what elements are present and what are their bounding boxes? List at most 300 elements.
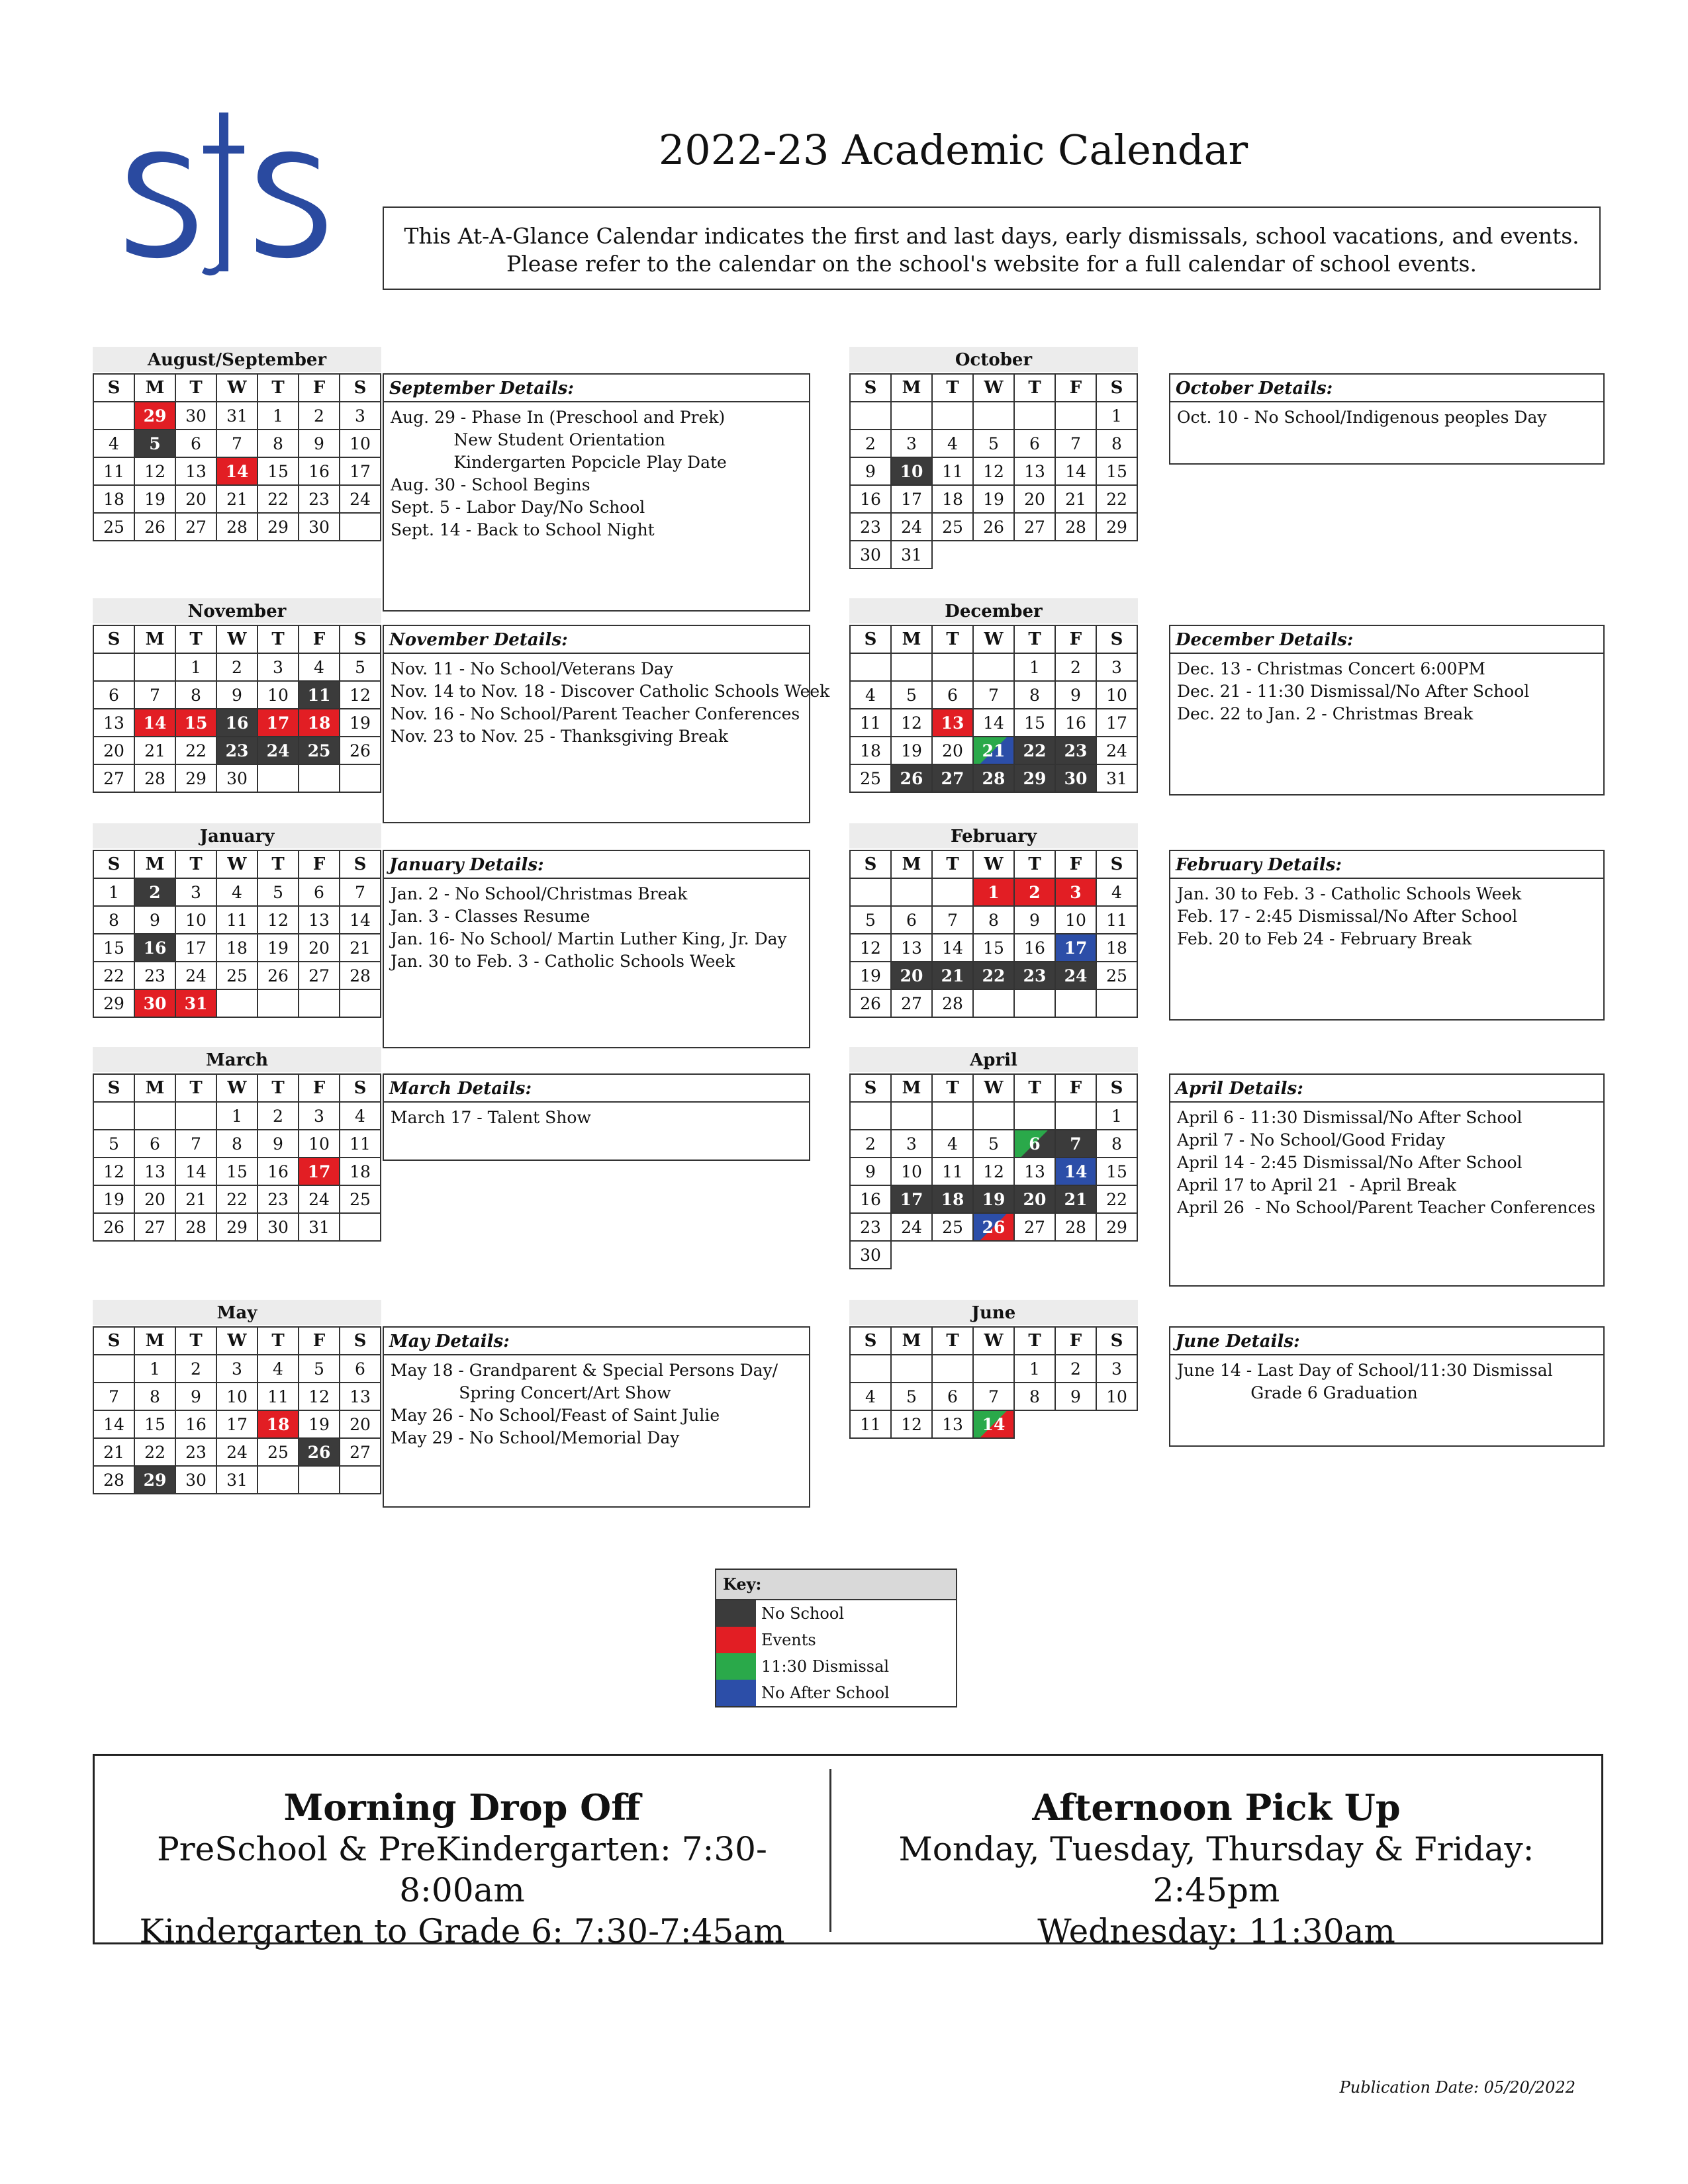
day-cell: 26 <box>973 513 1014 541</box>
day-cell: 20 <box>134 1185 175 1213</box>
day-cell: 3 <box>891 430 932 457</box>
month-details <box>383 1073 810 1161</box>
day-cell: 19 <box>134 485 175 513</box>
day-cell: 2 <box>1055 1355 1096 1383</box>
day-cell <box>1014 402 1055 430</box>
day-cell <box>891 1241 932 1269</box>
day-cell: 10 <box>891 457 932 485</box>
key-label: No School <box>761 1604 844 1623</box>
weekday-header: S <box>340 1327 381 1355</box>
day-cell: 12 <box>340 681 381 709</box>
day-cell: 17 <box>299 1158 340 1185</box>
details-line: Nov. 11 - No School/Veterans Day <box>391 659 673 678</box>
day-cell: 19 <box>850 962 891 989</box>
day-cell: 8 <box>134 1383 175 1410</box>
page-title: 2022-23 Academic Calendar <box>658 126 1248 174</box>
day-cell: 13 <box>175 457 216 485</box>
day-cell: 1 <box>1014 653 1055 681</box>
day-cell: 1 <box>973 878 1014 906</box>
details-line: Jan. 3 - Classes Resume <box>391 907 590 926</box>
day-cell: 24 <box>1096 737 1137 764</box>
day-cell: 15 <box>175 709 216 737</box>
day-cell <box>973 1355 1014 1383</box>
day-cell: 12 <box>93 1158 134 1185</box>
day-cell: 22 <box>1096 485 1137 513</box>
day-cell: 26 <box>891 764 932 792</box>
day-cell: 8 <box>1014 1383 1055 1410</box>
month-details <box>383 1326 810 1508</box>
day-cell <box>340 1466 381 1494</box>
day-cell: 7 <box>1055 430 1096 457</box>
day-cell: 9 <box>1055 681 1096 709</box>
day-cell: 10 <box>175 906 216 934</box>
day-cell: 16 <box>1014 934 1055 962</box>
day-cell <box>1096 1241 1137 1269</box>
key-label: Events <box>761 1631 816 1649</box>
details-line: April 26 - No School/Parent Teacher Conferences <box>1177 1198 1596 1217</box>
day-cell: 7 <box>175 1130 216 1158</box>
day-cell: 7 <box>973 681 1014 709</box>
weekday-header: T <box>932 1074 973 1102</box>
weekday-header: W <box>216 625 258 653</box>
weekday-header: S <box>850 1327 891 1355</box>
weekday-header: W <box>216 850 258 878</box>
day-cell <box>932 1241 973 1269</box>
day-cell: 9 <box>1055 1383 1096 1410</box>
day-cell: 29 <box>216 1213 258 1241</box>
schedule-box <box>93 1754 1603 1950</box>
day-cell: 12 <box>850 934 891 962</box>
day-cell: 2 <box>216 653 258 681</box>
day-cell: 16 <box>175 1410 216 1438</box>
day-cell: 27 <box>1014 1213 1055 1241</box>
day-cell: 31 <box>216 1466 258 1494</box>
weekday-header: S <box>93 1327 134 1355</box>
day-cell: 16 <box>134 934 175 962</box>
day-cell: 18 <box>1096 934 1137 962</box>
day-cell: 4 <box>932 1130 973 1158</box>
color-key <box>715 1569 957 1707</box>
day-cell: 5 <box>134 430 175 457</box>
day-cell: 2 <box>175 1355 216 1383</box>
weekday-header: F <box>299 1074 340 1102</box>
day-cell: 27 <box>134 1213 175 1241</box>
month-title: February <box>849 823 1138 848</box>
day-cell: 13 <box>1014 1158 1055 1185</box>
intro-line-2: Please refer to the calendar on the school's website for a full calendar of school events. <box>506 251 1477 277</box>
day-cell: 23 <box>216 737 258 764</box>
day-cell: 11 <box>299 681 340 709</box>
month-details <box>1169 373 1605 465</box>
day-cell: 24 <box>1055 962 1096 989</box>
day-cell <box>850 402 891 430</box>
day-cell <box>1055 1241 1096 1269</box>
day-cell: 19 <box>93 1185 134 1213</box>
month-title: May <box>93 1300 381 1325</box>
day-cell <box>1014 1241 1055 1269</box>
day-cell: 13 <box>1014 457 1055 485</box>
day-cell <box>93 402 134 430</box>
day-cell: 5 <box>891 1383 932 1410</box>
day-cell: 17 <box>340 457 381 485</box>
day-cell: 8 <box>1096 430 1137 457</box>
month-calendar <box>93 373 381 541</box>
day-cell: 22 <box>258 485 299 513</box>
details-title: October Details: <box>1170 375 1603 402</box>
day-cell: 9 <box>175 1383 216 1410</box>
weekday-header: W <box>973 625 1014 653</box>
month-details <box>1169 1073 1605 1287</box>
weekday-header: T <box>258 374 299 402</box>
day-cell: 31 <box>216 402 258 430</box>
day-cell <box>891 878 932 906</box>
day-cell: 7 <box>134 681 175 709</box>
day-cell: 30 <box>850 1241 891 1269</box>
day-cell: 6 <box>891 906 932 934</box>
weekday-header: S <box>1096 374 1137 402</box>
day-cell: 4 <box>258 1355 299 1383</box>
day-cell: 30 <box>216 764 258 792</box>
dropoff-section <box>95 1756 829 1950</box>
day-cell: 8 <box>1096 1130 1137 1158</box>
day-cell: 21 <box>1055 1185 1096 1213</box>
day-cell: 19 <box>299 1410 340 1438</box>
day-cell: 20 <box>93 737 134 764</box>
weekday-header: M <box>891 1327 932 1355</box>
day-cell: 7 <box>973 1383 1014 1410</box>
day-cell: 14 <box>216 457 258 485</box>
day-cell: 11 <box>932 457 973 485</box>
day-cell <box>340 989 381 1017</box>
day-cell: 8 <box>216 1130 258 1158</box>
details-line: Jan. 16- No School/ Martin Luther King, Jr. Day <box>391 929 787 948</box>
details-line: April 6 - 11:30 Dismissal/No After School <box>1177 1108 1523 1127</box>
details-line: Oct. 10 - No School/Indigenous peoples Day <box>1177 408 1547 427</box>
details-line: May 26 - No School/Feast of Saint Julie <box>391 1406 720 1425</box>
day-cell: 24 <box>891 513 932 541</box>
day-cell: 15 <box>1096 1158 1137 1185</box>
day-cell: 25 <box>932 1213 973 1241</box>
day-cell <box>93 1355 134 1383</box>
day-cell: 10 <box>1096 681 1137 709</box>
day-cell: 26 <box>93 1213 134 1241</box>
day-cell: 26 <box>258 962 299 989</box>
day-cell: 26 <box>134 513 175 541</box>
day-cell <box>258 1466 299 1494</box>
details-line: Nov. 14 to Nov. 18 - Discover Catholic Schools Week <box>391 682 830 701</box>
month-details <box>1169 625 1605 796</box>
day-cell <box>973 989 1014 1017</box>
details-line: Aug. 30 - School Begins <box>391 475 590 494</box>
details-title: January Details: <box>384 851 809 879</box>
details-line: Jan. 30 to Feb. 3 - Catholic Schools Week <box>1177 884 1522 903</box>
day-cell: 11 <box>850 1410 891 1438</box>
month-details <box>383 625 830 823</box>
day-cell: 27 <box>340 1438 381 1466</box>
day-cell <box>1055 1102 1096 1130</box>
day-cell: 23 <box>258 1185 299 1213</box>
day-cell: 23 <box>850 1213 891 1241</box>
month-details <box>383 850 810 1048</box>
day-cell: 30 <box>134 989 175 1017</box>
weekday-header: T <box>175 625 216 653</box>
month-details <box>1169 850 1605 1021</box>
day-cell: 13 <box>93 709 134 737</box>
day-cell <box>932 878 973 906</box>
weekday-header: W <box>216 1074 258 1102</box>
day-cell: 14 <box>1055 457 1096 485</box>
day-cell: 16 <box>1055 709 1096 737</box>
day-cell: 30 <box>258 1213 299 1241</box>
day-cell: 17 <box>1055 934 1096 962</box>
weekday-header: S <box>93 850 134 878</box>
day-cell <box>850 1102 891 1130</box>
day-cell: 3 <box>216 1355 258 1383</box>
key-swatch-no-school <box>716 1600 756 1627</box>
day-cell: 28 <box>93 1466 134 1494</box>
day-cell: 17 <box>1096 709 1137 737</box>
month-calendar <box>849 850 1138 1018</box>
day-cell: 22 <box>1096 1185 1137 1213</box>
day-cell: 4 <box>93 430 134 457</box>
dropoff-line: PreSchool & PreKindergarten: 7:30-8:00am <box>157 1830 767 1909</box>
day-cell <box>258 764 299 792</box>
day-cell <box>1014 1410 1055 1438</box>
day-cell: 7 <box>932 906 973 934</box>
weekday-header: M <box>134 374 175 402</box>
day-cell <box>932 1102 973 1130</box>
day-cell: 30 <box>299 513 340 541</box>
details-line: Sept. 14 - Back to School Night <box>391 520 655 539</box>
weekday-header: T <box>1014 850 1055 878</box>
day-cell: 20 <box>891 962 932 989</box>
weekday-header: W <box>973 850 1014 878</box>
day-cell: 2 <box>258 1102 299 1130</box>
day-cell: 21 <box>216 485 258 513</box>
day-cell: 3 <box>891 1130 932 1158</box>
day-cell <box>932 1355 973 1383</box>
weekday-header: M <box>134 1074 175 1102</box>
weekday-header: S <box>93 374 134 402</box>
day-cell: 19 <box>973 485 1014 513</box>
day-cell: 11 <box>216 906 258 934</box>
day-cell: 24 <box>216 1438 258 1466</box>
details-line: New Student Orientation <box>391 430 666 449</box>
day-cell: 30 <box>175 402 216 430</box>
weekday-header: F <box>1055 1327 1096 1355</box>
day-cell: 12 <box>134 457 175 485</box>
day-cell <box>1096 1410 1137 1438</box>
month-calendar <box>93 1326 381 1494</box>
month-calendar <box>849 1073 1138 1269</box>
pickup-line: Wednesday: 11:30am <box>1037 1912 1395 1950</box>
details-line: Feb. 20 to Feb 24 - February Break <box>1177 929 1472 948</box>
day-cell: 8 <box>175 681 216 709</box>
weekday-header: T <box>1014 625 1055 653</box>
day-cell: 18 <box>932 1185 973 1213</box>
month-calendar <box>849 373 1138 569</box>
weekday-header: S <box>1096 1074 1137 1102</box>
weekday-header: S <box>340 625 381 653</box>
weekday-header: T <box>258 850 299 878</box>
weekday-header: T <box>932 625 973 653</box>
day-cell: 17 <box>891 485 932 513</box>
day-cell: 4 <box>299 653 340 681</box>
day-cell: 13 <box>134 1158 175 1185</box>
day-cell: 16 <box>299 457 340 485</box>
month-title: January <box>93 823 381 848</box>
day-cell: 27 <box>932 764 973 792</box>
day-cell: 21 <box>973 737 1014 764</box>
day-cell: 10 <box>258 681 299 709</box>
day-cell: 23 <box>299 485 340 513</box>
day-cell: 23 <box>1055 737 1096 764</box>
day-cell <box>134 1102 175 1130</box>
details-line: March 17 - Talent Show <box>391 1108 591 1127</box>
details-title: March Details: <box>384 1075 809 1103</box>
weekday-header: M <box>134 625 175 653</box>
day-cell: 3 <box>258 653 299 681</box>
weekday-header: M <box>891 850 932 878</box>
day-cell: 1 <box>1096 1102 1137 1130</box>
day-cell: 14 <box>932 934 973 962</box>
weekday-header: M <box>891 1074 932 1102</box>
day-cell: 20 <box>299 934 340 962</box>
day-cell: 27 <box>299 962 340 989</box>
weekday-header: T <box>175 1327 216 1355</box>
day-cell: 15 <box>258 457 299 485</box>
day-cell <box>973 541 1014 569</box>
month-calendar <box>849 625 1138 793</box>
day-cell: 16 <box>850 485 891 513</box>
details-line: Aug. 29 - Phase In (Preschool and Prek) <box>391 408 726 427</box>
day-cell: 10 <box>1096 1383 1137 1410</box>
day-cell: 2 <box>134 878 175 906</box>
details-line: April 14 - 2:45 Dismissal/No After School <box>1177 1153 1523 1172</box>
day-cell <box>340 764 381 792</box>
day-cell: 17 <box>175 934 216 962</box>
day-cell: 31 <box>175 989 216 1017</box>
day-cell: 27 <box>1014 513 1055 541</box>
month-calendar <box>93 625 381 793</box>
day-cell: 4 <box>1096 878 1137 906</box>
month-title: November <box>93 598 381 623</box>
weekday-header: T <box>175 850 216 878</box>
day-cell: 22 <box>216 1185 258 1213</box>
day-cell: 18 <box>216 934 258 962</box>
details-line: Grade 6 Graduation <box>1177 1383 1418 1402</box>
key-swatch-events <box>716 1627 756 1653</box>
day-cell: 5 <box>258 878 299 906</box>
day-cell: 20 <box>175 485 216 513</box>
details-line: Kindergarten Popcicle Play Date <box>391 453 727 472</box>
day-cell <box>340 513 381 541</box>
day-cell: 6 <box>134 1130 175 1158</box>
day-cell: 17 <box>891 1185 932 1213</box>
day-cell: 25 <box>258 1438 299 1466</box>
day-cell <box>1055 541 1096 569</box>
day-cell: 24 <box>299 1185 340 1213</box>
details-line: Dec. 22 to Jan. 2 - Christmas Break <box>1177 704 1474 723</box>
day-cell: 6 <box>1014 1130 1055 1158</box>
weekday-header: S <box>340 1074 381 1102</box>
day-cell: 30 <box>175 1466 216 1494</box>
day-cell: 4 <box>850 1383 891 1410</box>
day-cell: 25 <box>299 737 340 764</box>
day-cell: 3 <box>1096 653 1137 681</box>
day-cell: 9 <box>258 1130 299 1158</box>
day-cell: 13 <box>932 709 973 737</box>
key-row-no-after-school <box>716 1680 956 1706</box>
weekday-header: W <box>973 1327 1014 1355</box>
month-details <box>383 373 810 612</box>
day-cell: 2 <box>850 430 891 457</box>
day-cell: 28 <box>1055 513 1096 541</box>
weekday-header: F <box>1055 1074 1096 1102</box>
day-cell: 10 <box>216 1383 258 1410</box>
day-cell: 5 <box>93 1130 134 1158</box>
key-swatch-dismissal <box>716 1653 756 1680</box>
day-cell: 9 <box>1014 906 1055 934</box>
day-cell: 6 <box>93 681 134 709</box>
weekday-header: S <box>93 625 134 653</box>
month-title: December <box>849 598 1138 623</box>
weekday-header: T <box>258 625 299 653</box>
day-cell <box>973 1241 1014 1269</box>
day-cell: 22 <box>1014 737 1055 764</box>
details-title: June Details: <box>1170 1328 1603 1355</box>
weekday-header: S <box>850 374 891 402</box>
weekday-header: T <box>258 1074 299 1102</box>
day-cell: 14 <box>1055 1158 1096 1185</box>
weekday-header: F <box>1055 374 1096 402</box>
day-cell: 4 <box>340 1102 381 1130</box>
day-cell <box>93 1102 134 1130</box>
day-cell: 18 <box>258 1410 299 1438</box>
day-cell <box>299 764 340 792</box>
day-cell: 2 <box>1055 653 1096 681</box>
key-row-no-school <box>716 1600 956 1627</box>
weekday-header: F <box>299 374 340 402</box>
details-line: June 14 - Last Day of School/11:30 Dismissal <box>1177 1361 1553 1380</box>
day-cell: 21 <box>340 934 381 962</box>
day-cell: 7 <box>216 430 258 457</box>
day-cell: 5 <box>973 430 1014 457</box>
day-cell: 27 <box>93 764 134 792</box>
day-cell: 20 <box>340 1410 381 1438</box>
day-cell: 1 <box>93 878 134 906</box>
day-cell <box>1055 402 1096 430</box>
day-cell: 7 <box>93 1383 134 1410</box>
day-cell: 28 <box>932 989 973 1017</box>
day-cell <box>891 1102 932 1130</box>
day-cell: 12 <box>973 1158 1014 1185</box>
day-cell <box>258 989 299 1017</box>
day-cell <box>1014 541 1055 569</box>
day-cell: 8 <box>258 430 299 457</box>
day-cell: 21 <box>134 737 175 764</box>
month-title: August/September <box>93 347 381 372</box>
day-cell: 14 <box>973 1410 1014 1438</box>
details-line: April 7 - No School/Good Friday <box>1177 1130 1446 1150</box>
day-cell: 25 <box>1096 962 1137 989</box>
month-title: October <box>849 347 1138 372</box>
details-title: April Details: <box>1170 1075 1603 1103</box>
day-cell: 21 <box>1055 485 1096 513</box>
key-label: No After School <box>761 1684 890 1702</box>
day-cell: 25 <box>93 513 134 541</box>
key-title: Key: <box>716 1570 956 1600</box>
